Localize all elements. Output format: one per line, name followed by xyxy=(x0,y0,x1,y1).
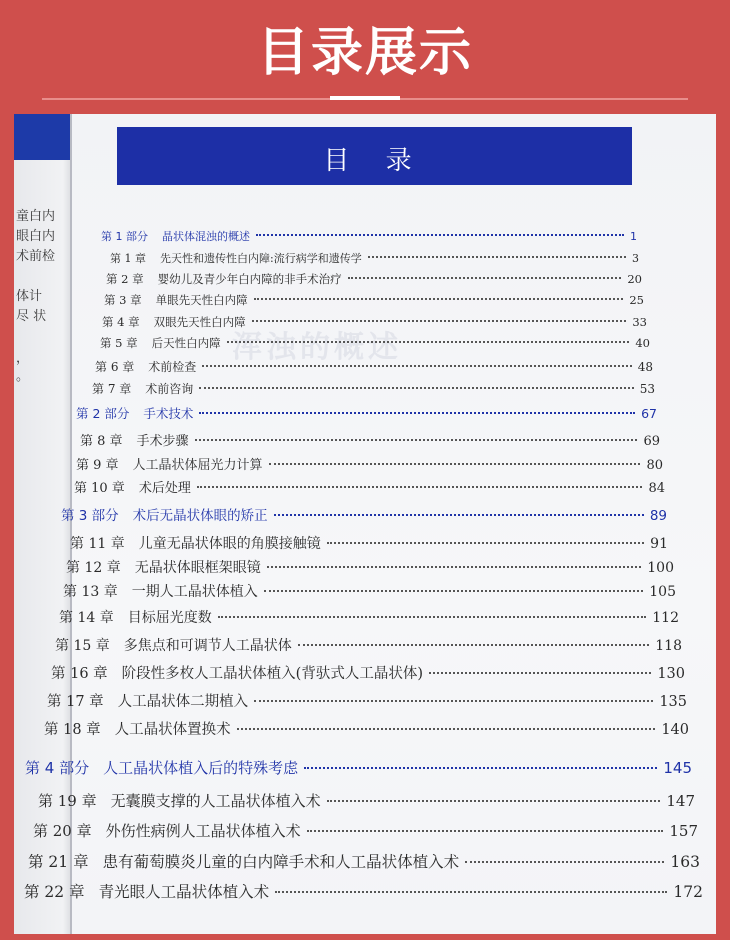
toc-chapter-row xyxy=(70,533,668,553)
toc-title: 晶状体混浊的概述 xyxy=(162,230,250,243)
toc-title: 先天性和遗传性白内障:流行病学和遗传学 xyxy=(160,252,362,265)
toc-title: 阶段性多枚人工晶状体植入(背驮式人工晶状体) xyxy=(121,666,423,682)
toc-page-number: 89 xyxy=(649,508,667,524)
toc-page-number: 105 xyxy=(649,584,676,600)
toc-page-number: 48 xyxy=(637,360,653,374)
toc-title: 一期人工晶状体植入 xyxy=(131,584,258,600)
toc-leader-dots xyxy=(264,590,644,592)
toc-title: 手术技术 xyxy=(143,406,194,421)
toc-leader-dots xyxy=(237,728,656,730)
toc-leader-dots xyxy=(304,767,657,769)
toc-title: 后天性白内障 xyxy=(151,336,221,350)
toc-chapter-row xyxy=(55,635,682,655)
left-page-fragment: 童白内 xyxy=(16,209,56,224)
toc-number: 第 16 章 xyxy=(51,666,108,682)
toc-leader-dots xyxy=(269,463,641,465)
toc-number: 第 21 章 xyxy=(28,853,89,871)
toc-page-number: 69 xyxy=(643,434,660,449)
toc-title: 患有葡萄膜炎儿童的白内障手术和人工晶状体植入术 xyxy=(102,853,460,871)
toc-page-number: 172 xyxy=(673,883,703,901)
toc-leader-dots xyxy=(267,566,642,568)
toc-chapter-row xyxy=(66,557,674,577)
toc-number: 第 10 章 xyxy=(74,481,125,496)
toc-chapter-row xyxy=(59,607,679,627)
toc-number: 第 1 章 xyxy=(110,252,146,265)
left-page-fragment: ， xyxy=(16,351,30,366)
toc-chapter-row xyxy=(100,335,650,351)
toc-leader-dots xyxy=(429,672,651,674)
toc-heading: 目 录 xyxy=(323,146,426,176)
toc-leader-dots xyxy=(202,365,631,367)
toc-leader-dots xyxy=(274,514,644,516)
toc-title: 术前检查 xyxy=(148,360,197,374)
toc-number: 第 14 章 xyxy=(59,610,114,626)
toc-leader-dots xyxy=(254,700,653,702)
toc-number: 第 22 章 xyxy=(24,883,85,901)
toc-chapter-row xyxy=(47,690,687,711)
toc-leader-dots xyxy=(199,412,635,414)
toc-chapter-row xyxy=(104,292,644,308)
toc-leader-dots xyxy=(195,439,638,441)
toc-number: 第 13 章 xyxy=(63,584,118,600)
toc-number: 第 1 部分 xyxy=(101,230,148,243)
toc-number: 第 8 章 xyxy=(80,434,123,449)
toc-title: 婴幼儿及青少年白内障的非手术治疗 xyxy=(157,272,342,286)
toc-title: 人工晶状体置换术 xyxy=(114,722,231,738)
toc-page-number: 163 xyxy=(670,853,700,871)
toc-number: 第 12 章 xyxy=(66,560,121,576)
toc-title: 术后无晶状体眼的矫正 xyxy=(132,508,268,524)
bottom-border xyxy=(0,934,730,940)
toc-page-number: 80 xyxy=(646,458,663,473)
toc-part-row xyxy=(101,228,637,244)
toc-leader-dots xyxy=(227,341,630,343)
toc-page-number: 67 xyxy=(641,406,657,421)
toc-part-row xyxy=(76,404,657,422)
toc-number: 第 2 部分 xyxy=(76,406,130,421)
toc-chapter-row xyxy=(110,250,639,266)
toc-leader-dots xyxy=(197,486,643,488)
toc-chapter-row xyxy=(33,820,698,841)
toc-chapter-row xyxy=(95,358,653,375)
toc-title: 人工晶状体屈光力计算 xyxy=(132,458,263,473)
toc-chapter-row xyxy=(80,430,660,449)
toc-page-number: 3 xyxy=(632,252,639,265)
toc-title: 无晶状体眼框架眼镜 xyxy=(134,560,261,576)
toc-chapter-row xyxy=(38,790,695,811)
toc-part-row xyxy=(61,504,667,524)
toc-title: 术后处理 xyxy=(138,481,191,496)
toc-leader-dots xyxy=(199,387,633,389)
toc-leader-dots xyxy=(298,644,650,646)
toc-chapter-row xyxy=(44,718,689,739)
toc-page-number: 20 xyxy=(627,272,642,286)
toc-title: 目标屈光度数 xyxy=(127,610,212,626)
toc-leader-dots xyxy=(368,256,626,258)
toc-page-number: 118 xyxy=(655,638,682,654)
toc-page-number: 157 xyxy=(669,822,698,840)
toc-title: 无囊膜支撑的人工晶状体植入术 xyxy=(110,792,321,810)
toc-page-number: 25 xyxy=(629,293,644,307)
left-page-fragment: 。 xyxy=(16,369,30,384)
toc-page-number: 135 xyxy=(659,694,687,710)
toc-number: 第 11 章 xyxy=(70,536,125,552)
toc-page-number: 100 xyxy=(647,560,674,576)
toc-title: 人工晶状体植入后的特殊考虑 xyxy=(103,759,299,777)
toc-number: 第 4 部分 xyxy=(25,759,90,777)
toc-number: 第 17 章 xyxy=(47,694,104,710)
toc-chapter-row xyxy=(24,880,703,902)
toc-leader-dots xyxy=(254,298,624,300)
toc-title: 多焦点和可调节人工晶状体 xyxy=(123,638,292,654)
toc-leader-dots xyxy=(256,234,624,236)
toc-page-number: 1 xyxy=(630,230,637,243)
toc-number: 第 9 章 xyxy=(76,458,119,473)
toc-title: 儿童无晶状体眼的角膜接触镜 xyxy=(138,536,321,552)
toc-chapter-row xyxy=(28,850,700,872)
toc-page-number: 147 xyxy=(666,792,695,810)
toc-title: 人工晶状体二期植入 xyxy=(117,694,249,710)
toc-number: 第 6 章 xyxy=(95,360,135,374)
toc-page-number: 40 xyxy=(635,336,650,350)
toc-page-number: 140 xyxy=(661,722,689,738)
toc-page-number: 130 xyxy=(657,666,685,682)
toc-page-number: 112 xyxy=(652,610,679,626)
toc-chapter-row xyxy=(63,581,676,601)
toc-title: 手术步骤 xyxy=(136,434,189,449)
toc-chapter-row xyxy=(74,477,665,496)
toc-number: 第 18 章 xyxy=(44,722,101,738)
toc-number: 第 2 章 xyxy=(106,272,144,286)
left-page-fragment: 体计 xyxy=(16,289,43,304)
toc-leader-dots xyxy=(465,861,664,863)
toc-title: 单眼先天性白内障 xyxy=(155,293,248,307)
toc-page-number: 53 xyxy=(639,382,655,396)
toc-page-number: 145 xyxy=(663,759,692,777)
left-page-fragment: 尽 状 xyxy=(16,309,47,324)
banner-title: 目录展示 xyxy=(256,23,473,83)
banner xyxy=(0,0,730,112)
toc-title: 双眼先天性白内障 xyxy=(153,315,246,329)
left-page-fragment: 眼白内 xyxy=(16,229,56,244)
toc-leader-dots xyxy=(348,277,622,279)
toc-page-number: 84 xyxy=(648,481,665,496)
toc-page-number: 91 xyxy=(650,536,668,552)
toc-chapter-row xyxy=(106,271,642,287)
toc-leader-dots xyxy=(307,830,664,832)
toc-number: 第 19 章 xyxy=(38,792,97,810)
toc-number: 第 3 部分 xyxy=(61,508,119,524)
toc-part-row xyxy=(25,757,692,778)
toc-title: 外伤性病例人工晶状体植入术 xyxy=(105,822,301,840)
toc-leader-dots xyxy=(218,616,647,618)
toc-leader-dots xyxy=(327,542,644,544)
toc-chapter-row xyxy=(92,380,655,397)
watermark: 浑浊的概述 xyxy=(232,330,402,365)
banner-divider-accent xyxy=(330,96,400,100)
toc-title: 青光眼人工晶状体植入术 xyxy=(98,883,270,901)
toc-number: 第 7 章 xyxy=(92,382,132,396)
toc-number: 第 20 章 xyxy=(33,822,92,840)
toc-leader-dots xyxy=(252,320,627,322)
toc-leader-dots xyxy=(327,800,661,802)
toc-chapter-row xyxy=(102,314,647,330)
left-page-fragment: 术前检 xyxy=(16,249,56,264)
toc-number: 第 15 章 xyxy=(55,638,110,654)
toc-number: 第 3 章 xyxy=(104,293,142,307)
toc-title: 术前咨询 xyxy=(145,382,194,396)
toc-page-number: 33 xyxy=(632,315,647,329)
toc-leader-dots xyxy=(275,891,667,893)
toc-chapter-row xyxy=(76,454,663,473)
toc-chapter-row xyxy=(51,662,685,683)
toc-number: 第 5 章 xyxy=(100,336,138,350)
toc-number: 第 4 章 xyxy=(102,315,140,329)
